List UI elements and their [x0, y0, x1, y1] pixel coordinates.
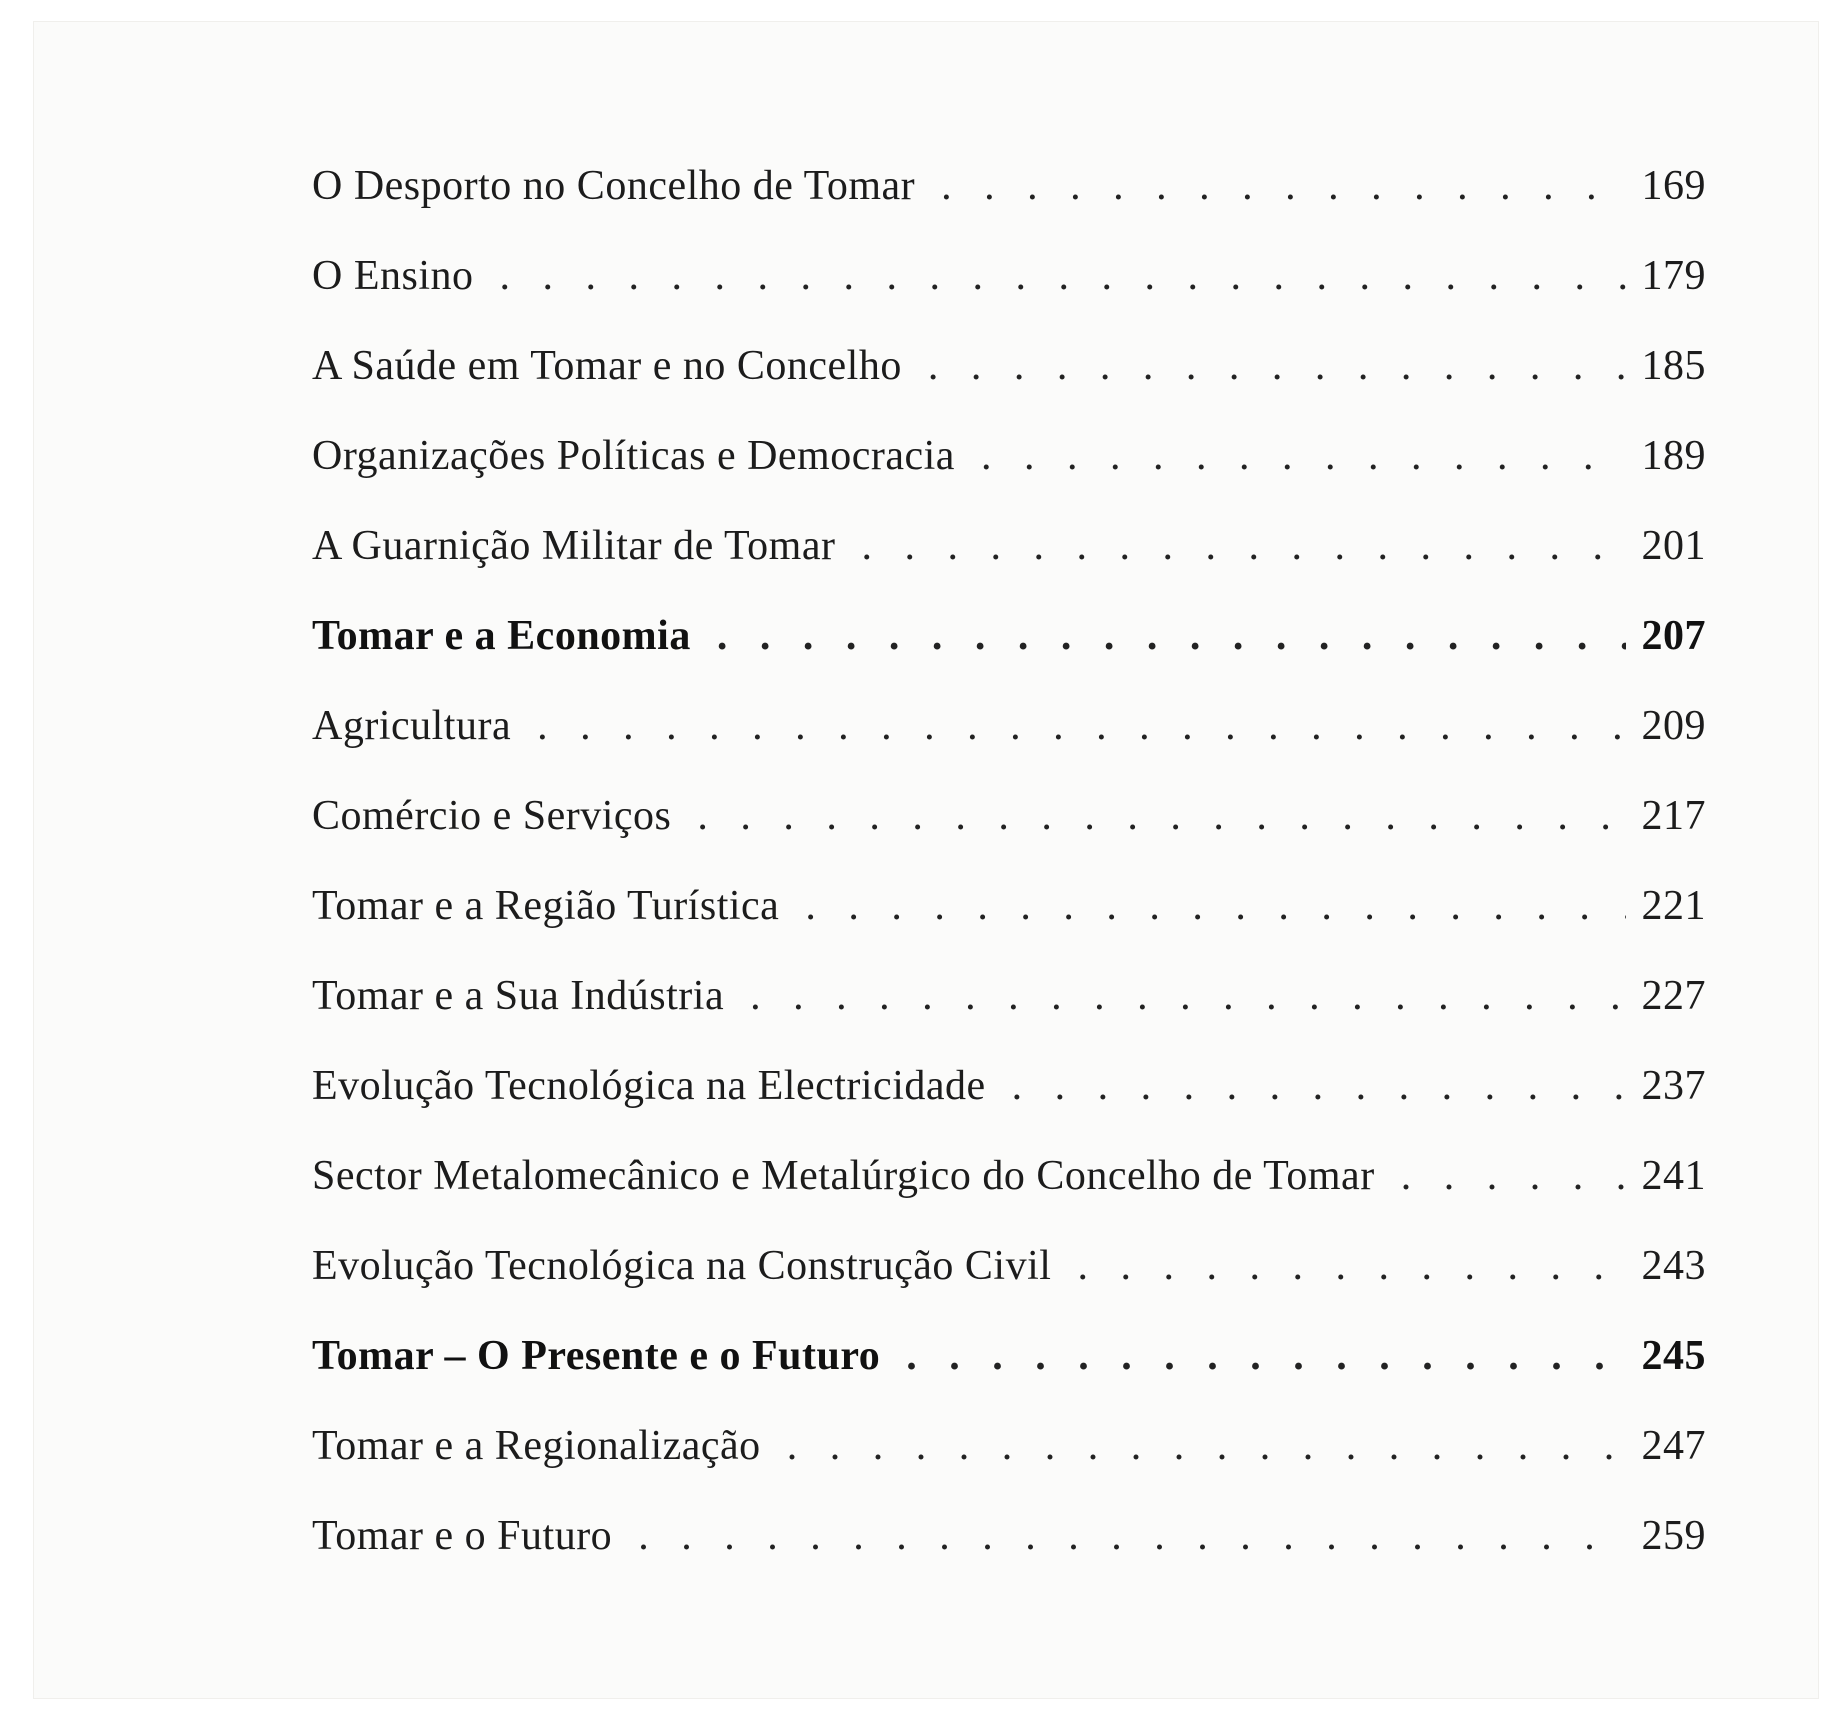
toc-entry-page: 221 [1641, 883, 1706, 929]
toc-entry [312, 1512, 1706, 1602]
toc-entry [312, 342, 1706, 432]
toc-entry-page: 185 [1641, 343, 1706, 389]
toc-entry-page: 189 [1641, 433, 1706, 479]
dot-leader [500, 252, 1627, 300]
toc-entry-page: 247 [1641, 1423, 1706, 1469]
dot-leader [1401, 1152, 1626, 1200]
toc-entry-page: 241 [1641, 1153, 1706, 1199]
toc-entry [312, 162, 1706, 252]
toc-entry-page: 217 [1641, 793, 1706, 839]
toc-entry-page: 209 [1641, 703, 1706, 749]
toc-entry-page: 237 [1641, 1063, 1706, 1109]
toc-entry [312, 522, 1706, 612]
toc-entry-page: 179 [1641, 253, 1706, 299]
toc-entry-title: Evolução Tecnológica na Construção Civil [312, 1243, 1052, 1289]
dot-leader [906, 1332, 1626, 1380]
toc-entry-title: O Ensino [312, 253, 474, 299]
dot-leader [1077, 1242, 1626, 1290]
toc-entry-title: Sector Metalomecânico e Metalúrgico do Concelho de Tomar [312, 1153, 1375, 1199]
table-of-contents [312, 162, 1706, 1602]
toc-entry-page: 169 [1641, 163, 1706, 209]
toc-entry-title: Agricultura [312, 703, 512, 749]
toc-entry-title: A Guarnição Militar de Tomar [312, 523, 836, 569]
dot-leader [537, 702, 1626, 750]
toc-entry-page: 207 [1641, 613, 1706, 659]
toc-entry-title: Tomar e o Futuro [312, 1513, 613, 1559]
toc-entry [312, 702, 1706, 792]
dot-leader [1012, 1062, 1626, 1110]
dot-leader [638, 1512, 1626, 1560]
toc-entry [312, 1062, 1706, 1152]
dot-leader [805, 882, 1626, 930]
toc-entry-title: Comércio e Serviços [312, 793, 672, 839]
toc-section-heading [312, 612, 1706, 702]
toc-entry-title: Tomar e a Economia [312, 613, 691, 659]
toc-entry [312, 432, 1706, 522]
dot-leader [750, 972, 1626, 1020]
toc-entry-page: 243 [1641, 1243, 1706, 1289]
toc-entry-title: Organizações Políticas e Democracia [312, 433, 955, 479]
toc-entry-title: Tomar e a Região Turística [312, 883, 780, 929]
dot-leader [697, 792, 1626, 840]
toc-entry-title: A Saúde em Tomar e no Concelho [312, 343, 902, 389]
toc-entry-title: Evolução Tecnológica na Electricidade [312, 1063, 986, 1109]
dot-leader [787, 1422, 1626, 1470]
toc-entry-page: 259 [1641, 1513, 1706, 1559]
toc-entry-title: Tomar e a Sua Indústria [312, 973, 725, 1019]
toc-entry-page: 245 [1641, 1333, 1706, 1379]
dot-leader [928, 342, 1626, 390]
toc-entry [312, 1242, 1706, 1332]
toc-entry-title: Tomar – O Presente e o Futuro [312, 1333, 881, 1379]
toc-entry [312, 1422, 1706, 1512]
toc-entry-title: Tomar e a Regionalização [312, 1423, 761, 1469]
toc-section-heading [312, 1332, 1706, 1422]
toc-entry [312, 882, 1706, 972]
toc-entry-page: 227 [1641, 973, 1706, 1019]
dot-leader [861, 522, 1626, 570]
dot-leader [717, 612, 1626, 660]
toc-entry [312, 792, 1706, 882]
toc-entry-title: O Desporto no Concelho de Tomar [312, 163, 916, 209]
toc-entry [312, 972, 1706, 1062]
dot-leader [941, 162, 1626, 210]
toc-entry-page: 201 [1641, 523, 1706, 569]
toc-entry [312, 252, 1706, 342]
toc-entry [312, 1152, 1706, 1242]
dot-leader [981, 432, 1626, 480]
